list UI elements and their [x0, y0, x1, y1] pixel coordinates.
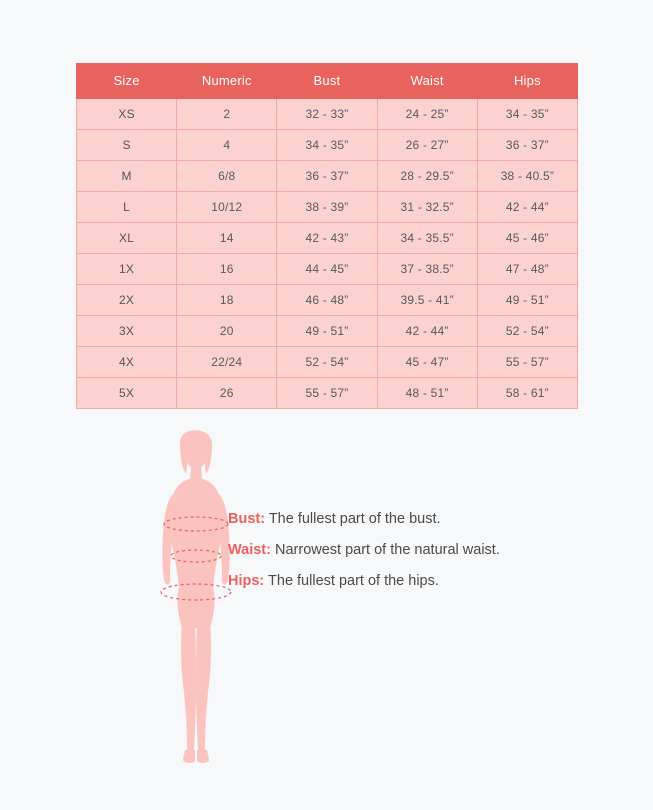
- cell-hips: 58 - 61”: [477, 378, 577, 409]
- size-chart-table: [76, 63, 578, 409]
- cell-hips: 34 - 35”: [477, 99, 577, 130]
- column-header-bust: Bust: [277, 64, 377, 99]
- legend-label-bust: Bust:: [228, 511, 266, 527]
- cell-waist: 31 - 32.5”: [377, 192, 477, 223]
- table-row: [77, 161, 578, 192]
- cell-size: 1X: [77, 254, 177, 285]
- measurement-legend: [228, 510, 628, 603]
- legend-text-bust: The fullest part of the bust.: [265, 511, 441, 527]
- table-row: [77, 285, 578, 316]
- cell-size: 3X: [77, 316, 177, 347]
- cell-numeric: 10/12: [177, 192, 277, 223]
- table-row: [77, 130, 578, 161]
- cell-bust: 36 - 37”: [277, 161, 377, 192]
- cell-waist: 37 - 38.5”: [377, 254, 477, 285]
- measurement-guide-section: [0, 410, 653, 810]
- cell-size: 4X: [77, 347, 177, 378]
- table-row: [77, 378, 578, 409]
- cell-size: XL: [77, 223, 177, 254]
- cell-numeric: 16: [177, 254, 277, 285]
- legend-text-hips: The fullest part of the hips.: [264, 573, 439, 590]
- cell-hips: 45 - 46”: [477, 223, 577, 254]
- cell-hips: 38 - 40.5”: [477, 161, 577, 192]
- column-header-waist: Waist: [377, 64, 477, 99]
- cell-waist: 39.5 - 41”: [377, 285, 477, 316]
- table-row: [77, 254, 578, 285]
- cell-bust: 42 - 43”: [277, 223, 377, 254]
- column-header-size: Size: [77, 64, 177, 99]
- legend-item-bust: [228, 510, 628, 528]
- legend-label-waist: Waist:: [228, 542, 271, 559]
- cell-hips: 36 - 37”: [477, 130, 577, 161]
- cell-numeric: 22/24: [177, 347, 277, 378]
- cell-waist: 48 - 51”: [377, 378, 477, 409]
- cell-bust: 38 - 39”: [277, 192, 377, 223]
- cell-numeric: 18: [177, 285, 277, 316]
- cell-numeric: 6/8: [177, 161, 277, 192]
- cell-hips: 49 - 51”: [477, 285, 577, 316]
- cell-hips: 55 - 57”: [477, 347, 577, 378]
- cell-bust: 44 - 45”: [277, 254, 377, 285]
- cell-bust: 32 - 33”: [277, 99, 377, 130]
- cell-numeric: 26: [177, 378, 277, 409]
- cell-bust: 49 - 51”: [277, 316, 377, 347]
- table-row: [77, 223, 578, 254]
- legend-text-waist: Narrowest part of the natural waist.: [270, 542, 500, 559]
- table-row: [77, 192, 578, 223]
- cell-waist: 24 - 25”: [377, 99, 477, 130]
- column-header-numeric: Numeric: [177, 64, 277, 99]
- cell-bust: 46 - 48”: [277, 285, 377, 316]
- cell-hips: 42 - 44”: [477, 192, 577, 223]
- cell-size: M: [77, 161, 177, 192]
- cell-size: L: [77, 192, 177, 223]
- cell-bust: 55 - 57”: [277, 378, 377, 409]
- cell-size: XS: [77, 99, 177, 130]
- cell-size: 5X: [77, 378, 177, 409]
- table-row: [77, 347, 578, 378]
- column-header-hips: Hips: [477, 64, 577, 99]
- table-row: [77, 316, 578, 347]
- cell-waist: 45 - 47”: [377, 347, 477, 378]
- legend-item-waist: [228, 541, 628, 559]
- cell-bust: 52 - 54”: [277, 347, 377, 378]
- cell-waist: 26 - 27”: [377, 130, 477, 161]
- cell-numeric: 20: [177, 316, 277, 347]
- cell-size: 2X: [77, 285, 177, 316]
- table-header-row: [77, 64, 578, 99]
- cell-numeric: 14: [177, 223, 277, 254]
- size-chart-table-container: [76, 63, 578, 409]
- legend-label-hips: Hips:: [228, 573, 265, 590]
- cell-numeric: 4: [177, 130, 277, 161]
- cell-hips: 52 - 54”: [477, 316, 577, 347]
- legend-item-hips: [228, 572, 628, 590]
- cell-bust: 34 - 35”: [277, 130, 377, 161]
- cell-waist: 34 - 35.5”: [377, 223, 477, 254]
- table-row: [77, 99, 578, 130]
- cell-hips: 47 - 48”: [477, 254, 577, 285]
- cell-waist: 42 - 44”: [377, 316, 477, 347]
- cell-waist: 28 - 29.5”: [377, 161, 477, 192]
- cell-numeric: 2: [177, 99, 277, 130]
- cell-size: S: [77, 130, 177, 161]
